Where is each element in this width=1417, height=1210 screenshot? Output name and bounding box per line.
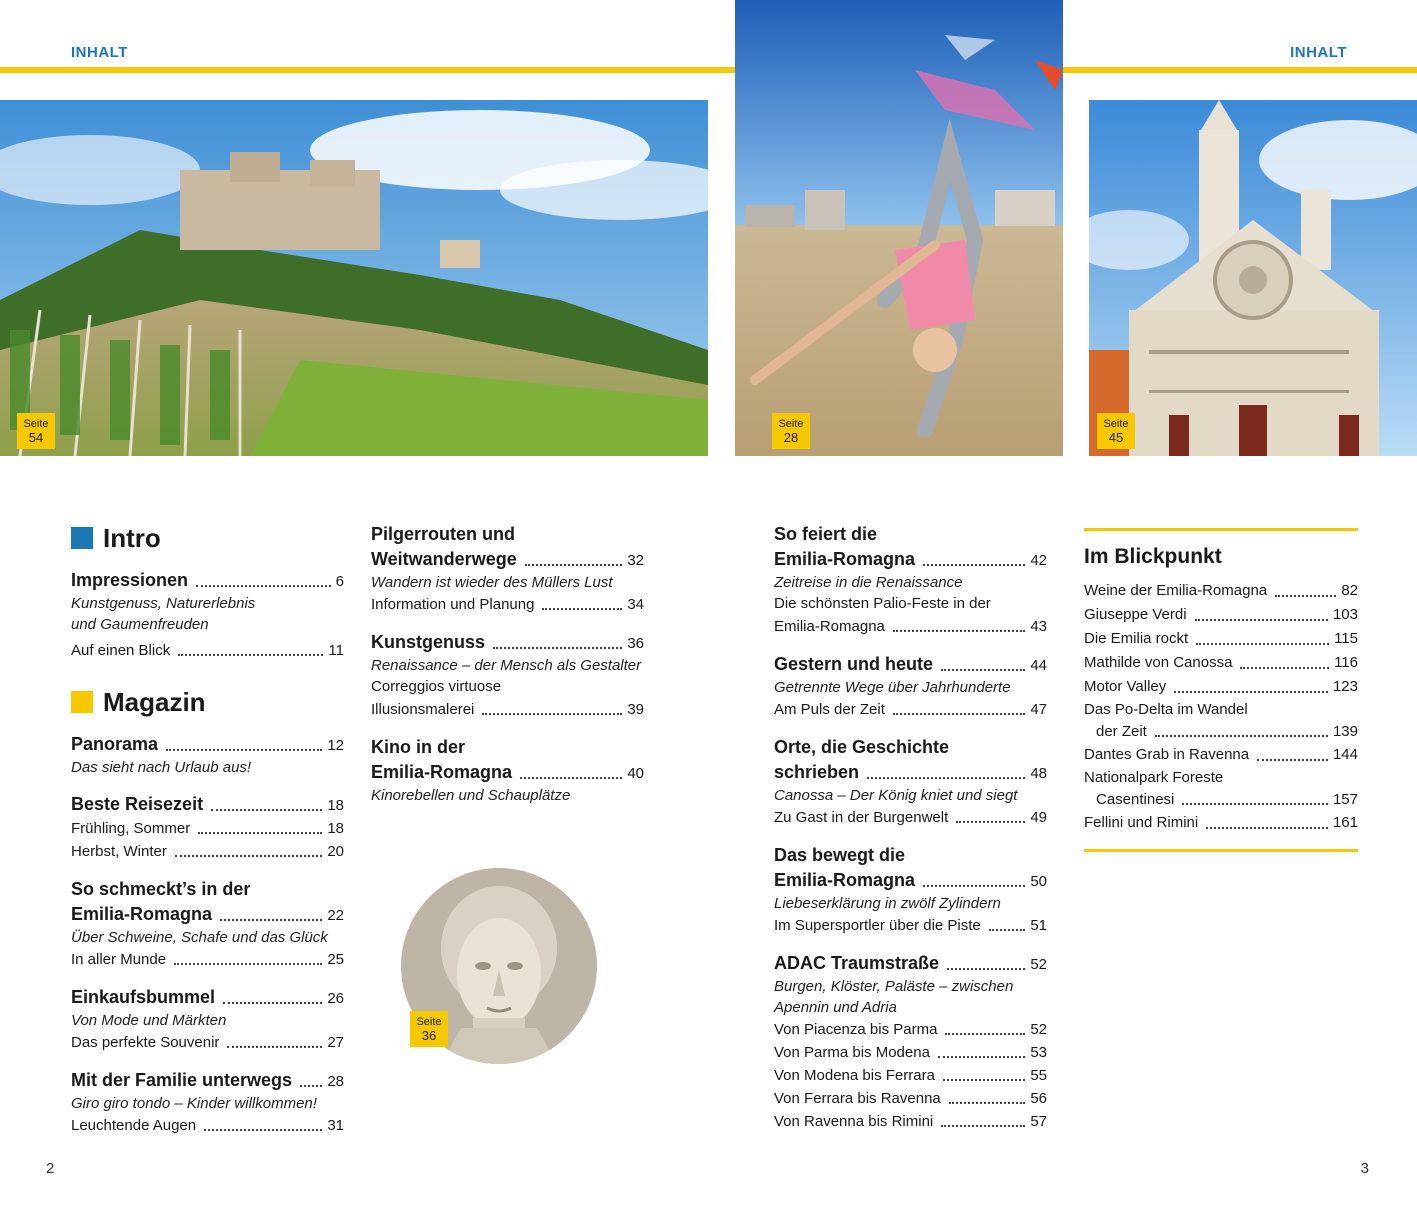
- page-number-right: 3: [1360, 1160, 1369, 1177]
- entry-item: Casentinesi: [1096, 791, 1175, 808]
- entry-item: Auf einen Blick: [71, 642, 171, 659]
- toc-entry[interactable]: [371, 630, 644, 721]
- entry-item: Correggios virtuose: [371, 678, 502, 695]
- section-intro: [71, 522, 344, 554]
- entry-item: Weine der Emilia-Romagna: [1084, 582, 1268, 599]
- entry-title: Impressionen: [71, 570, 189, 590]
- entry-subtitle: Über Schweine, Schafe und das Glück: [71, 929, 328, 946]
- entry-item: Herbst, Winter: [71, 843, 167, 860]
- blickpunkt-box: [1084, 528, 1358, 852]
- entry-title: Einkaufsbummel: [71, 987, 216, 1007]
- entry-item: Von Ferrara bis Ravenna: [774, 1090, 941, 1107]
- entry-page: 18: [327, 797, 344, 814]
- entry-page: 44: [1030, 657, 1047, 674]
- entry-page: 22: [327, 907, 344, 924]
- page-tag: [17, 413, 55, 449]
- section-title: Intro: [103, 523, 161, 553]
- toc-entry[interactable]: [1084, 699, 1358, 743]
- entry-page: 144: [1332, 746, 1358, 763]
- entry-title: Orte, die Geschichte: [774, 737, 950, 757]
- entry-item: Fellini und Rimini: [1084, 814, 1199, 831]
- page-tag-number: 45: [1108, 430, 1124, 445]
- entry-page: 57: [1030, 1113, 1047, 1130]
- toc-entry[interactable]: [1084, 579, 1358, 603]
- entry-subtitle: und Gaumenfreuden: [71, 616, 209, 633]
- header-rule-left: [0, 67, 735, 73]
- entry-item: der Zeit: [1096, 723, 1147, 740]
- entry-subtitle: Liebeserklärung in zwölf Zylindern: [774, 895, 1001, 912]
- entry-item: Am Puls der Zeit: [774, 701, 885, 718]
- entry-page: 28: [327, 1073, 344, 1090]
- page-tag: [1097, 413, 1135, 449]
- toc-entry[interactable]: [1084, 743, 1358, 767]
- toc-entry[interactable]: [1084, 603, 1358, 627]
- entry-page: 157: [1332, 791, 1358, 808]
- entry-page: 12: [327, 737, 344, 754]
- entry-item: Leuchtende Augen: [71, 1117, 197, 1134]
- toc-entry[interactable]: [1084, 675, 1358, 699]
- entry-page: 42: [1030, 552, 1047, 569]
- entry-subtitle: Apennin und Adria: [774, 999, 897, 1016]
- entry-title: Emilia-Romagna: [71, 904, 213, 924]
- entry-title: Weitwanderwege: [371, 549, 517, 569]
- toc-entry[interactable]: [71, 985, 344, 1054]
- entry-page: 49: [1030, 809, 1047, 826]
- page-tag-label: Seite: [1103, 418, 1129, 430]
- entry-title: Kunstgenuss: [371, 632, 486, 652]
- entry-title: Gestern und heute: [774, 654, 934, 674]
- entry-page: 20: [327, 843, 344, 860]
- toc-entry[interactable]: [371, 735, 644, 806]
- toc-entry[interactable]: [71, 568, 344, 662]
- entry-item: Von Ravenna bis Rimini: [774, 1113, 934, 1130]
- entry-subtitle: Kinorebellen und Schauplätze: [371, 787, 571, 804]
- entry-title: Panorama: [71, 734, 159, 754]
- entry-title: Mit der Familie unterwegs: [71, 1070, 293, 1090]
- entry-page: 34: [627, 596, 644, 613]
- entry-subtitle: Burgen, Klöster, Paläste – zwischen: [774, 978, 1014, 995]
- entry-page: 52: [1030, 956, 1047, 973]
- entry-page: 161: [1332, 814, 1358, 831]
- entry-page: 31: [327, 1117, 344, 1134]
- entry-page: 53: [1030, 1044, 1047, 1061]
- entry-item: Das perfekte Souvenir: [71, 1034, 220, 1051]
- entry-page: 27: [327, 1034, 344, 1051]
- entry-subtitle: Canossa – Der König kniet und siegt: [774, 787, 1018, 804]
- entry-page: 43: [1030, 618, 1047, 635]
- toc-entry[interactable]: [71, 792, 344, 863]
- entry-item: Motor Valley: [1084, 678, 1167, 695]
- entry-title: Beste Reisezeit: [71, 794, 204, 814]
- blickpunkt-title: Im Blickpunkt: [1084, 545, 1222, 568]
- entry-subtitle: Zeitreise in die Renaissance: [774, 574, 963, 591]
- entry-title: Emilia-Romagna: [774, 870, 916, 890]
- toc-entry[interactable]: [71, 877, 344, 971]
- toc-entry[interactable]: [774, 951, 1047, 1133]
- entry-item: Von Modena bis Ferrara: [774, 1067, 935, 1084]
- page-tag-number: 36: [421, 1028, 437, 1043]
- entry-page: 39: [627, 701, 644, 718]
- entry-page: 32: [627, 552, 644, 569]
- header-label-right: INHALT: [1290, 44, 1347, 61]
- entry-title: Emilia-Romagna: [371, 762, 513, 782]
- entry-item: Die Emilia rockt: [1084, 630, 1189, 647]
- entry-page: 26: [327, 990, 344, 1007]
- entry-page: 40: [627, 765, 644, 782]
- entry-item: Von Piacenza bis Parma: [774, 1021, 938, 1038]
- entry-title: Das bewegt die: [774, 845, 906, 865]
- entry-item: Emilia-Romagna: [774, 618, 885, 635]
- page-tag-label: Seite: [23, 418, 49, 430]
- entry-subtitle: Getrennte Wege über Jahrhunderte: [774, 679, 1011, 696]
- entry-title: Kino in der: [371, 737, 465, 757]
- entry-item: Giuseppe Verdi: [1084, 606, 1187, 623]
- entry-page: 25: [327, 951, 344, 968]
- toc-entry[interactable]: [774, 843, 1047, 937]
- entry-item: Illusionsmalerei: [371, 701, 475, 718]
- toc-entry[interactable]: [1084, 767, 1358, 811]
- page-number-left: 2: [46, 1160, 55, 1177]
- entry-page: 36: [627, 635, 644, 652]
- entry-page: 47: [1030, 701, 1047, 718]
- toc-entry[interactable]: [1084, 627, 1358, 651]
- entry-page: 50: [1030, 873, 1047, 890]
- entry-item: Dantes Grab in Ravenna: [1084, 746, 1250, 763]
- toc-column-2: [371, 522, 644, 820]
- entry-subtitle: Giro giro tondo – Kinder willkommen!: [71, 1095, 317, 1112]
- castle-vineyard-photo: [0, 100, 708, 456]
- section-title: Magazin: [103, 687, 206, 717]
- page-tag-number: 28: [783, 430, 799, 445]
- toc-column-1: [71, 522, 344, 1151]
- section-marker: [71, 691, 93, 713]
- entry-page: 6: [335, 573, 344, 590]
- page-tag-label: Seite: [778, 418, 804, 430]
- entry-item: Zu Gast in der Burgenwelt: [774, 809, 949, 826]
- entry-item: Im Supersportler über die Piste: [774, 917, 981, 934]
- entry-subtitle: Renaissance – der Mensch als Gestalter: [371, 657, 642, 674]
- entry-title: ADAC Traumstraße: [774, 953, 940, 973]
- entry-page: 82: [1341, 582, 1358, 599]
- cathedral-facade-photo: [1089, 100, 1417, 456]
- entry-page: 48: [1030, 765, 1047, 782]
- entry-title: schrieben: [774, 762, 860, 782]
- entry-page: 18: [327, 820, 344, 837]
- header-label-left: INHALT: [71, 44, 128, 61]
- toc-entry[interactable]: [371, 522, 644, 616]
- toc-entry[interactable]: [1084, 811, 1358, 835]
- toc-entry[interactable]: [774, 652, 1047, 721]
- toc-entry[interactable]: [71, 1068, 344, 1137]
- page-tag-number: 54: [28, 430, 44, 445]
- entry-item: In aller Munde: [71, 951, 167, 968]
- page-tag: [772, 413, 810, 449]
- toc-entry[interactable]: [71, 732, 344, 778]
- toc-column-3: [774, 522, 1047, 1147]
- beach-cartwheel-photo: [735, 0, 1063, 456]
- entry-item: Mathilde von Canossa: [1084, 654, 1233, 671]
- entry-title: Pilgerrouten und: [371, 524, 515, 544]
- entry-page: 52: [1030, 1021, 1047, 1038]
- entry-subtitle: Das sieht nach Urlaub aus!: [71, 759, 252, 776]
- entry-page: 115: [1334, 630, 1358, 647]
- toc-entry[interactable]: [774, 735, 1047, 829]
- entry-page: 56: [1030, 1090, 1047, 1107]
- entry-item: Das Po-Delta im Wandel: [1084, 701, 1248, 718]
- header-rule-right: [1063, 67, 1417, 73]
- entry-item: Von Parma bis Modena: [774, 1044, 930, 1061]
- toc-entry[interactable]: [774, 522, 1047, 638]
- entry-page: 11: [328, 642, 344, 659]
- entry-subtitle: Kunstgenuss, Naturerlebnis: [71, 595, 256, 612]
- entry-page: 103: [1332, 606, 1358, 623]
- entry-subtitle: Wandern ist wieder des Müllers Lust: [371, 574, 613, 591]
- entry-title: So feiert die: [774, 524, 878, 544]
- entry-page: 116: [1334, 654, 1358, 671]
- entry-page: 123: [1332, 678, 1358, 695]
- entry-page: 55: [1030, 1067, 1047, 1084]
- section-magazin: [71, 686, 344, 718]
- entry-item: Nationalpark Foreste: [1084, 769, 1224, 786]
- page-tag: [410, 1011, 448, 1047]
- entry-item: Frühling, Sommer: [71, 820, 191, 837]
- entry-item: Information und Planung: [371, 596, 535, 613]
- entry-page: 51: [1030, 917, 1047, 934]
- toc-entry[interactable]: [1084, 651, 1358, 675]
- entry-title: So schmeckt’s in der: [71, 879, 251, 899]
- entry-title: Emilia-Romagna: [774, 549, 916, 569]
- entry-subtitle: Von Mode und Märkten: [71, 1012, 227, 1029]
- entry-page: 139: [1332, 723, 1358, 740]
- entry-item: Die schönsten Palio-Feste in der: [774, 595, 991, 612]
- page-tag-label: Seite: [416, 1016, 442, 1028]
- section-marker: [71, 527, 93, 549]
